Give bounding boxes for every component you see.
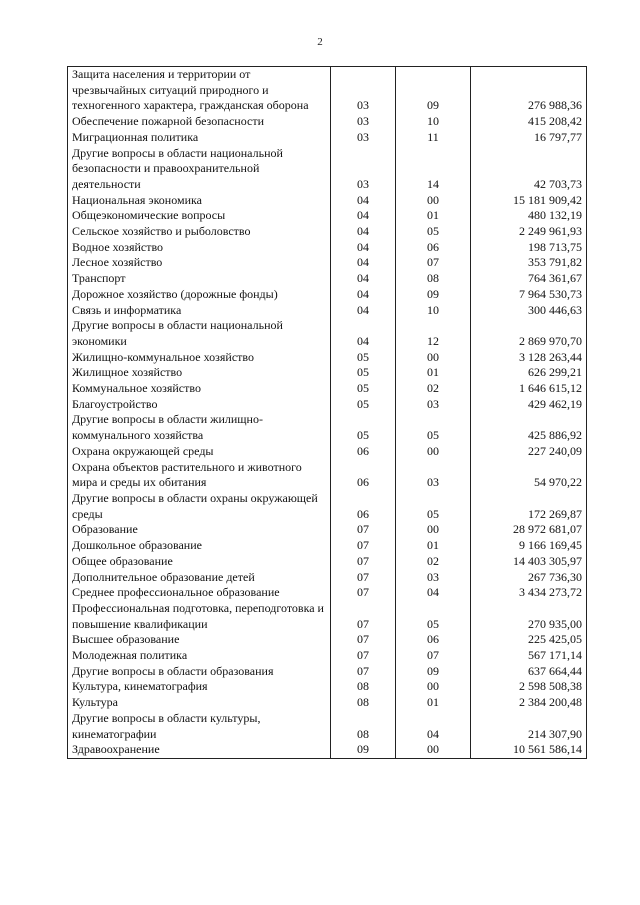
row-section-cell: 05 xyxy=(331,350,396,366)
row-amount-cell: 567 171,14 xyxy=(471,648,587,664)
table-row xyxy=(68,412,587,443)
row-name-cell: Обеспечение пожарной безопасности xyxy=(68,114,331,130)
row-subsection-cell: 00 xyxy=(396,444,471,460)
table-row xyxy=(68,570,587,586)
table-row xyxy=(68,303,587,319)
row-name-cell: Охрана объектов растительного и животного мира и среды их обитания xyxy=(68,460,331,491)
row-amount-cell: 480 132,19 xyxy=(471,208,587,224)
row-section-cell: 06 xyxy=(331,444,396,460)
row-section-cell: 06 xyxy=(331,460,396,491)
row-amount-cell: 300 446,63 xyxy=(471,303,587,319)
row-subsection-cell: 14 xyxy=(396,146,471,193)
table-row xyxy=(68,224,587,240)
row-name-cell: Молодежная политика xyxy=(68,648,331,664)
row-amount-cell: 54 970,22 xyxy=(471,460,587,491)
table-row xyxy=(68,601,587,632)
table-row xyxy=(68,146,587,193)
row-section-cell: 07 xyxy=(331,554,396,570)
table-row xyxy=(68,664,587,680)
row-subsection-cell: 04 xyxy=(396,585,471,601)
row-amount-cell: 214 307,90 xyxy=(471,711,587,742)
row-section-cell: 08 xyxy=(331,695,396,711)
row-section-cell: 03 xyxy=(331,114,396,130)
row-amount-cell: 429 462,19 xyxy=(471,397,587,413)
row-name-cell: Миграционная политика xyxy=(68,130,331,146)
row-name-cell: Лесное хозяйство xyxy=(68,255,331,271)
row-name-cell: Коммунальное хозяйство xyxy=(68,381,331,397)
table-row xyxy=(68,365,587,381)
row-amount-cell: 225 425,05 xyxy=(471,632,587,648)
row-amount-cell: 2 249 961,93 xyxy=(471,224,587,240)
row-section-cell: 04 xyxy=(331,193,396,209)
table-row xyxy=(68,318,587,349)
row-subsection-cell: 07 xyxy=(396,255,471,271)
row-amount-cell: 28 972 681,07 xyxy=(471,522,587,538)
row-section-cell: 07 xyxy=(331,664,396,680)
row-subsection-cell: 12 xyxy=(396,318,471,349)
row-subsection-cell: 03 xyxy=(396,460,471,491)
table-row xyxy=(68,271,587,287)
row-name-cell: Профессиональная подготовка, переподготовка и повышение квалификации xyxy=(68,601,331,632)
row-name-cell: Транспорт xyxy=(68,271,331,287)
row-name-cell: Другие вопросы в области национальной безопасности и правоохранительной деятельности xyxy=(68,146,331,193)
table-row xyxy=(68,585,587,601)
row-subsection-cell: 05 xyxy=(396,491,471,522)
row-amount-cell: 267 736,30 xyxy=(471,570,587,586)
page-number: 2 xyxy=(317,36,323,48)
row-amount-cell: 7 964 530,73 xyxy=(471,287,587,303)
table-row xyxy=(68,193,587,209)
table-row xyxy=(68,255,587,271)
row-section-cell: 03 xyxy=(331,67,396,115)
row-section-cell: 03 xyxy=(331,130,396,146)
row-amount-cell: 42 703,73 xyxy=(471,146,587,193)
row-section-cell: 07 xyxy=(331,585,396,601)
budget-table xyxy=(67,66,587,759)
row-amount-cell: 9 166 169,45 xyxy=(471,538,587,554)
row-subsection-cell: 00 xyxy=(396,350,471,366)
row-section-cell: 04 xyxy=(331,240,396,256)
row-section-cell: 04 xyxy=(331,287,396,303)
row-amount-cell: 353 791,82 xyxy=(471,255,587,271)
row-subsection-cell: 01 xyxy=(396,365,471,381)
row-name-cell: Здравоохранение xyxy=(68,742,331,758)
row-amount-cell: 15 181 909,42 xyxy=(471,193,587,209)
row-section-cell: 06 xyxy=(331,491,396,522)
row-name-cell: Жилищно-коммунальное хозяйство xyxy=(68,350,331,366)
row-amount-cell: 10 561 586,14 xyxy=(471,742,587,758)
row-section-cell: 04 xyxy=(331,303,396,319)
table-row xyxy=(68,538,587,554)
table-row xyxy=(68,742,587,758)
row-amount-cell: 172 269,87 xyxy=(471,491,587,522)
table-row xyxy=(68,114,587,130)
row-subsection-cell: 09 xyxy=(396,287,471,303)
table-row xyxy=(68,554,587,570)
row-subsection-cell: 05 xyxy=(396,224,471,240)
row-name-cell: Охрана окружающей среды xyxy=(68,444,331,460)
row-section-cell: 05 xyxy=(331,412,396,443)
row-name-cell: Дошкольное образование xyxy=(68,538,331,554)
row-name-cell: Общеэкономические вопросы xyxy=(68,208,331,224)
row-amount-cell: 626 299,21 xyxy=(471,365,587,381)
table-row xyxy=(68,287,587,303)
row-amount-cell: 276 988,36 xyxy=(471,67,587,115)
row-section-cell: 07 xyxy=(331,632,396,648)
row-subsection-cell: 04 xyxy=(396,711,471,742)
table-row xyxy=(68,522,587,538)
row-section-cell: 08 xyxy=(331,711,396,742)
row-name-cell: Образование xyxy=(68,522,331,538)
row-name-cell: Другие вопросы в области охраны окружающей среды xyxy=(68,491,331,522)
row-name-cell: Благоустройство xyxy=(68,397,331,413)
table-row xyxy=(68,208,587,224)
table-row xyxy=(68,240,587,256)
row-name-cell: Высшее образование xyxy=(68,632,331,648)
row-section-cell: 04 xyxy=(331,318,396,349)
table-row xyxy=(68,679,587,695)
row-subsection-cell: 08 xyxy=(396,271,471,287)
row-subsection-cell: 00 xyxy=(396,193,471,209)
table-row xyxy=(68,381,587,397)
row-subsection-cell: 02 xyxy=(396,381,471,397)
row-section-cell: 08 xyxy=(331,679,396,695)
table-row xyxy=(68,491,587,522)
row-section-cell: 04 xyxy=(331,224,396,240)
row-section-cell: 07 xyxy=(331,538,396,554)
row-amount-cell: 637 664,44 xyxy=(471,664,587,680)
row-subsection-cell: 00 xyxy=(396,679,471,695)
row-name-cell: Водное хозяйство xyxy=(68,240,331,256)
table-row xyxy=(68,444,587,460)
row-section-cell: 07 xyxy=(331,522,396,538)
budget-table-body xyxy=(68,67,587,759)
table-row xyxy=(68,397,587,413)
row-name-cell: Национальная экономика xyxy=(68,193,331,209)
row-subsection-cell: 07 xyxy=(396,648,471,664)
row-subsection-cell: 01 xyxy=(396,208,471,224)
row-subsection-cell: 05 xyxy=(396,601,471,632)
table-row xyxy=(68,350,587,366)
row-amount-cell: 2 598 508,38 xyxy=(471,679,587,695)
row-subsection-cell: 03 xyxy=(396,397,471,413)
table-row xyxy=(68,460,587,491)
row-subsection-cell: 09 xyxy=(396,67,471,115)
row-section-cell: 07 xyxy=(331,570,396,586)
row-name-cell: Среднее профессиональное образование xyxy=(68,585,331,601)
row-section-cell: 03 xyxy=(331,146,396,193)
row-subsection-cell: 10 xyxy=(396,303,471,319)
row-amount-cell: 3 128 263,44 xyxy=(471,350,587,366)
row-amount-cell: 270 935,00 xyxy=(471,601,587,632)
row-subsection-cell: 01 xyxy=(396,695,471,711)
row-subsection-cell: 00 xyxy=(396,522,471,538)
row-name-cell: Другие вопросы в области образования xyxy=(68,664,331,680)
row-amount-cell: 14 403 305,97 xyxy=(471,554,587,570)
row-section-cell: 09 xyxy=(331,742,396,758)
table-row xyxy=(68,632,587,648)
row-name-cell: Дополнительное образование детей xyxy=(68,570,331,586)
row-name-cell: Другие вопросы в области национальной экономики xyxy=(68,318,331,349)
row-amount-cell: 16 797,77 xyxy=(471,130,587,146)
row-name-cell: Жилищное хозяйство xyxy=(68,365,331,381)
row-subsection-cell: 00 xyxy=(396,742,471,758)
row-section-cell: 04 xyxy=(331,255,396,271)
row-amount-cell: 198 713,75 xyxy=(471,240,587,256)
table-row xyxy=(68,711,587,742)
row-subsection-cell: 01 xyxy=(396,538,471,554)
table-row xyxy=(68,130,587,146)
table-row xyxy=(68,695,587,711)
row-amount-cell: 2 869 970,70 xyxy=(471,318,587,349)
row-name-cell: Другие вопросы в области жилищно-коммунального хозяйства xyxy=(68,412,331,443)
row-subsection-cell: 05 xyxy=(396,412,471,443)
row-name-cell: Культура, кинематография xyxy=(68,679,331,695)
row-amount-cell: 2 384 200,48 xyxy=(471,695,587,711)
row-amount-cell: 3 434 273,72 xyxy=(471,585,587,601)
row-section-cell: 07 xyxy=(331,648,396,664)
row-name-cell: Связь и информатика xyxy=(68,303,331,319)
row-name-cell: Другие вопросы в области культуры, кинематографии xyxy=(68,711,331,742)
row-section-cell: 05 xyxy=(331,381,396,397)
row-subsection-cell: 10 xyxy=(396,114,471,130)
row-amount-cell: 764 361,67 xyxy=(471,271,587,287)
row-amount-cell: 227 240,09 xyxy=(471,444,587,460)
row-subsection-cell: 09 xyxy=(396,664,471,680)
row-name-cell: Дорожное хозяйство (дорожные фонды) xyxy=(68,287,331,303)
row-name-cell: Общее образование xyxy=(68,554,331,570)
row-section-cell: 04 xyxy=(331,271,396,287)
row-section-cell: 07 xyxy=(331,601,396,632)
row-amount-cell: 425 886,92 xyxy=(471,412,587,443)
row-name-cell: Культура xyxy=(68,695,331,711)
row-subsection-cell: 06 xyxy=(396,632,471,648)
row-amount-cell: 1 646 615,12 xyxy=(471,381,587,397)
row-subsection-cell: 06 xyxy=(396,240,471,256)
row-amount-cell: 415 208,42 xyxy=(471,114,587,130)
row-section-cell: 05 xyxy=(331,365,396,381)
row-subsection-cell: 02 xyxy=(396,554,471,570)
row-name-cell: Защита населения и территории от чрезвычайных ситуаций природного и техногенного характера, гражданская оборона xyxy=(68,67,331,115)
table-row xyxy=(68,67,587,115)
table-row xyxy=(68,648,587,664)
row-section-cell: 05 xyxy=(331,397,396,413)
row-name-cell: Сельское хозяйство и рыболовство xyxy=(68,224,331,240)
row-section-cell: 04 xyxy=(331,208,396,224)
row-subsection-cell: 11 xyxy=(396,130,471,146)
row-subsection-cell: 03 xyxy=(396,570,471,586)
